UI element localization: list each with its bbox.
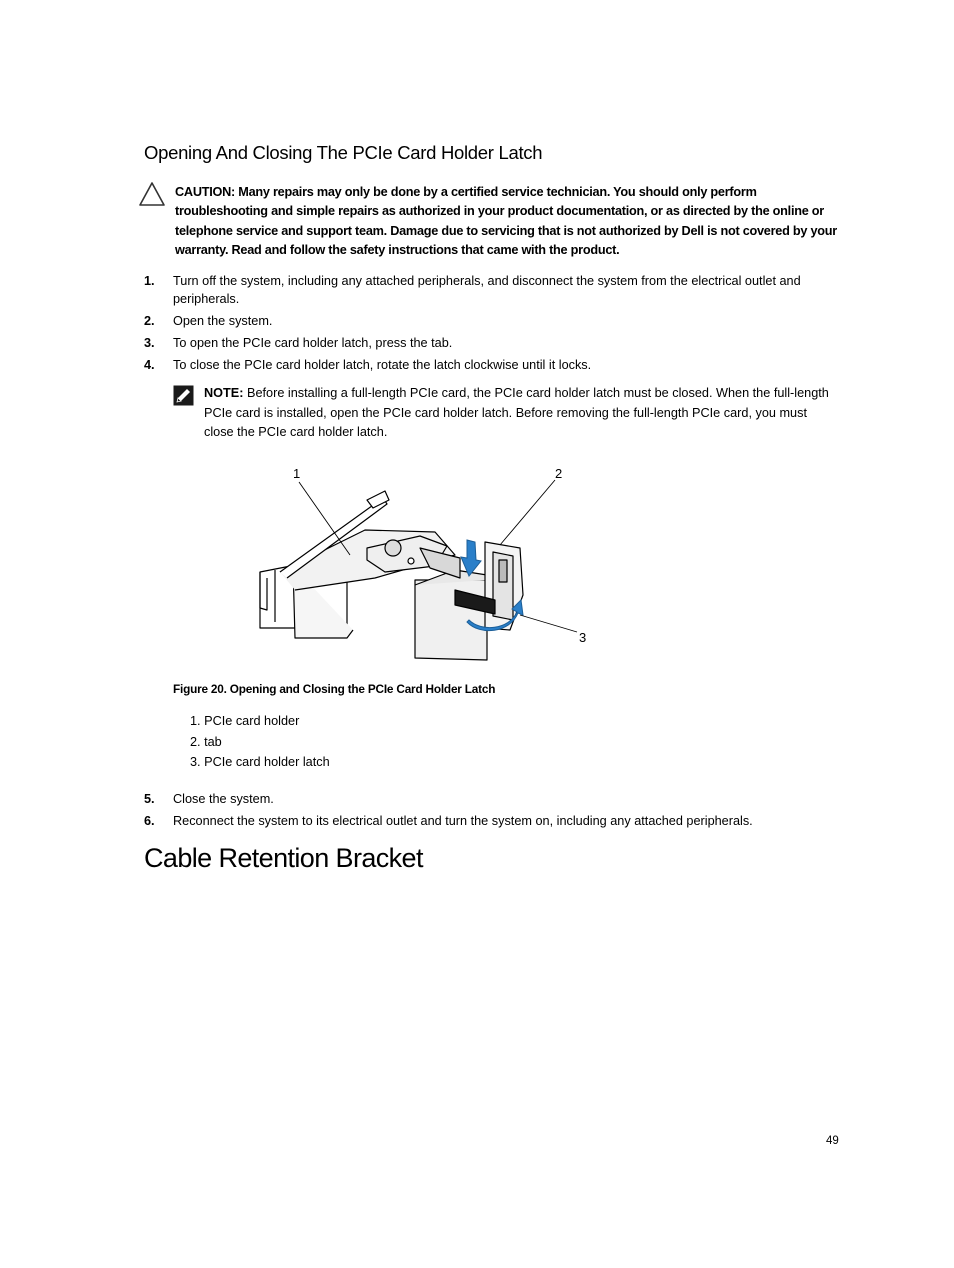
callout-3: 3 — [579, 630, 587, 645]
step-number: 6. — [144, 814, 155, 828]
next-section-title: Cable Retention Bracket — [144, 843, 423, 873]
page-number: 49 — [826, 1135, 839, 1147]
callout-2: 2 — [555, 466, 563, 481]
step-number: 1. — [144, 274, 155, 288]
caution-text: CAUTION: Many repairs may only be done by a certified service technician. You should only perform troubleshooting and simple repairs as authorized in your product documentation, or as directed by the online or telephone service and support team. Damage due to servicing that is not authorized by Dell is not covered by your warranty. Read and follow the safety instructions that came with the product. — [175, 185, 837, 257]
step-text: To close the PCIe card holder latch, rotate the latch clockwise until it locks. — [173, 358, 592, 372]
step-text: Open the system. — [173, 314, 273, 328]
section-title: Opening And Closing The PCIe Card Holder Latch — [144, 142, 543, 163]
note-label: NOTE: — [204, 386, 244, 400]
figure-caption: Figure 20. Opening and Closing the PCIe Card Holder Latch — [173, 682, 496, 696]
step-text: Turn off the system, including any attached peripherals, and disconnect the system from the electrical outlet and peripherals. — [173, 274, 801, 306]
step-number: 2. — [144, 314, 155, 328]
pcie-card-holder-figure — [255, 460, 595, 665]
step-text: Close the system. — [173, 792, 274, 806]
step-text: Reconnect the system to its electrical outlet and turn the system on, including any attached peripherals. — [173, 814, 753, 828]
caution-triangle-icon — [138, 181, 166, 207]
step-number: 4. — [144, 358, 155, 372]
note-pencil-icon — [173, 385, 194, 406]
step-number: 5. — [144, 792, 155, 806]
legend-item: 1. PCIe card holder — [190, 714, 300, 728]
step-text: To open the PCIe card holder latch, press the tab. — [173, 336, 453, 350]
callout-1: 1 — [293, 466, 301, 481]
legend-item: 2. tab — [190, 735, 222, 749]
legend-item: 3. PCIe card holder latch — [190, 755, 330, 769]
note-text — [204, 384, 832, 443]
note-body: Before installing a full-length PCIe card, the PCIe card holder latch must be closed. When the full-length PCIe card is installed, open the PCIe card holder latch. Before removing the full-length PCIe card, you must close the PCIe card holder latch. — [204, 386, 829, 440]
step-number: 3. — [144, 336, 155, 350]
